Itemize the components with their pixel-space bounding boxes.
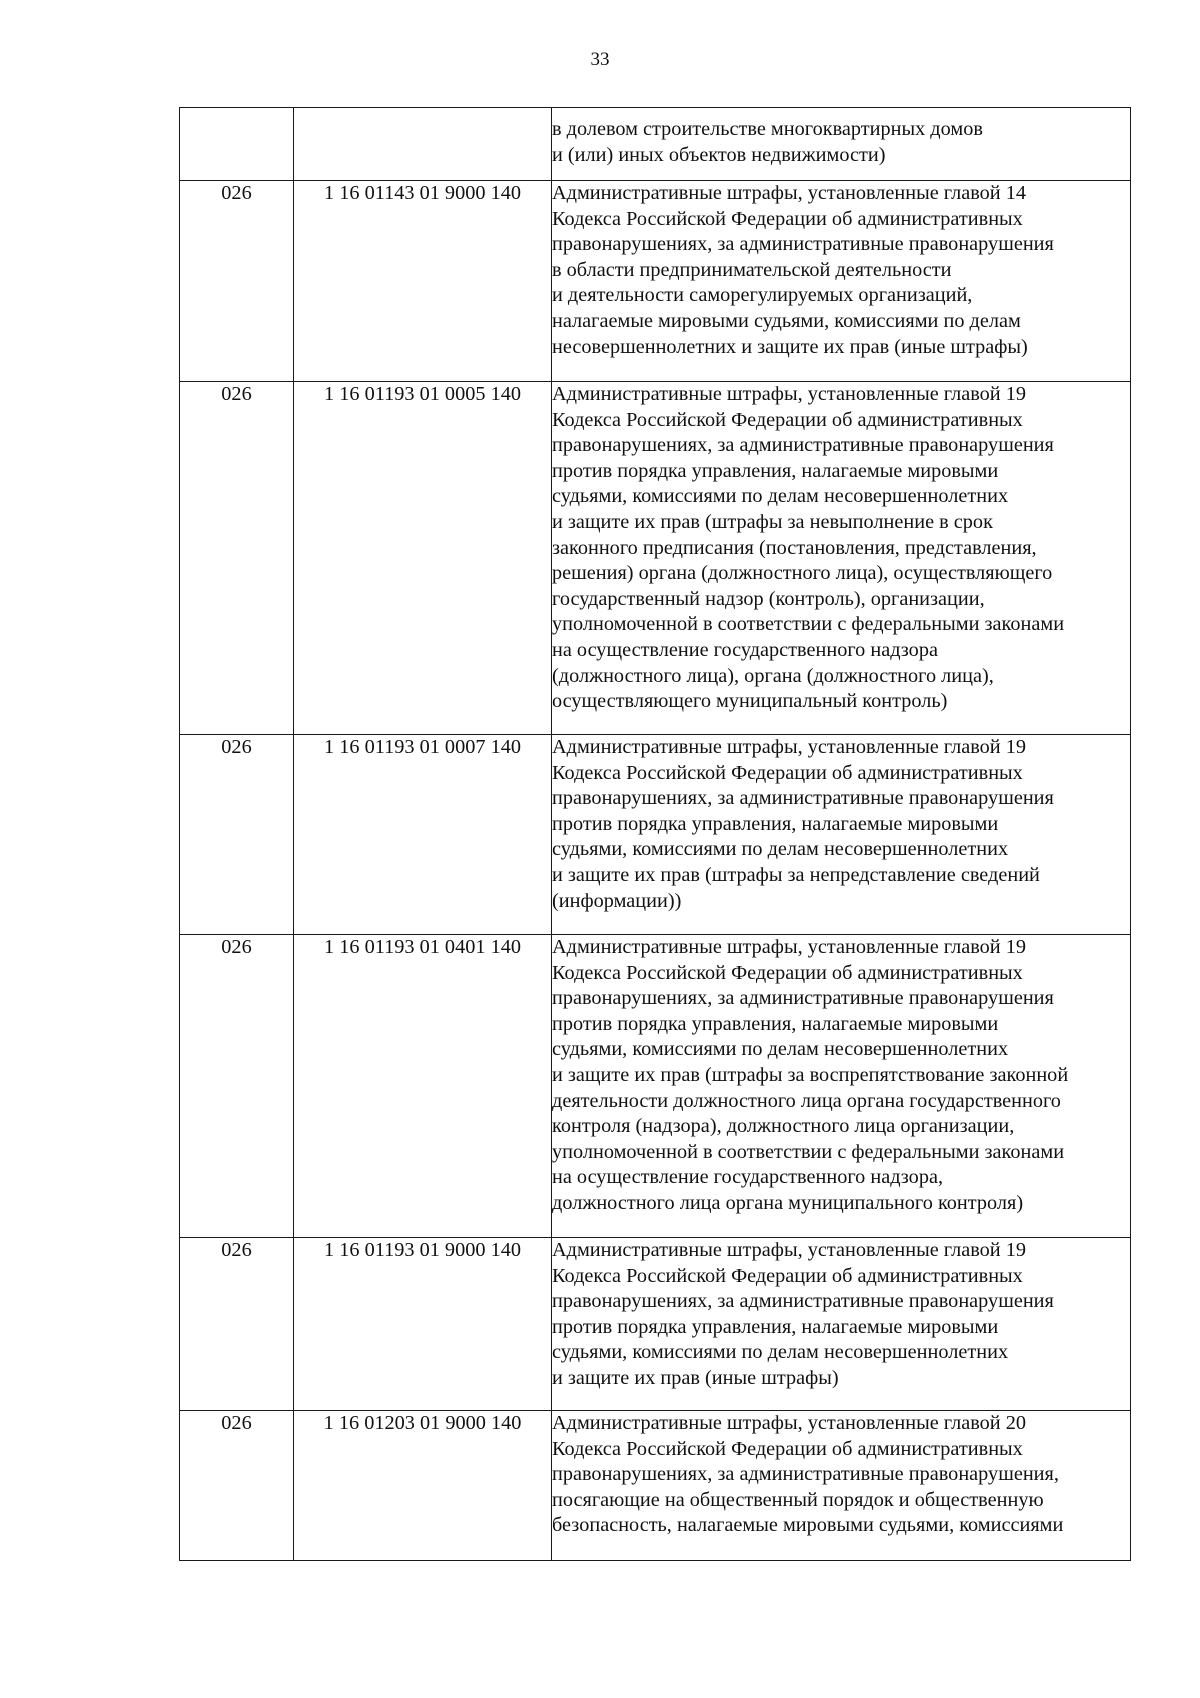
description-cell [552, 382, 1131, 735]
kbk-code-cell [294, 108, 552, 181]
description-line: Административные штрафы, установленные главой 14 [552, 182, 1026, 204]
table-row [180, 935, 1131, 1238]
table-row [180, 1238, 1131, 1411]
description-line: Кодекса Российской Федерации об административных [552, 408, 1023, 431]
kbk-code-cell: 1 16 01203 01 9000 140 [294, 1411, 552, 1561]
description-line: правонарушениях, за административные правонарушения [552, 787, 1054, 810]
admin-code-cell: 026 [180, 935, 294, 1238]
description-line: государственный надзор (контроль), организации, [552, 587, 985, 610]
kbk-code-cell: 1 16 01193 01 0007 140 [294, 735, 552, 935]
description-line: и защите их прав (иные штрафы) [552, 1366, 839, 1389]
description-line: и (или) иных объектов недвижимости) [552, 143, 886, 166]
description-line: судьями, комиссиями по делам несовершеннолетних [552, 1038, 1009, 1061]
admin-code-cell: 026 [180, 1238, 294, 1411]
description-line: правонарушениях, за административные правонарушения [552, 987, 1054, 1010]
description-line: Кодекса Российской Федерации об административных [552, 761, 1023, 784]
description-cell [552, 1411, 1131, 1561]
description-line: деятельности должностного лица органа государственного [552, 1089, 1061, 1112]
description-line: против порядка управления, налагаемые мировыми [552, 812, 999, 835]
admin-code-cell: 026 [180, 1411, 294, 1561]
description-line: правонарушениях, за административные правонарушения [552, 434, 1054, 457]
description-line: Административные штрафы, установленные главой 19 [552, 936, 1026, 958]
description-line: судьями, комиссиями по делам несовершеннолетних [552, 1341, 1009, 1364]
description-line: Административные штрафы, установленные главой 19 [552, 736, 1026, 758]
description-line: судьями, комиссиями по делам несовершеннолетних [552, 485, 1009, 508]
description-line: налагаемые мировыми судьями, комиссиями по делам [552, 309, 1021, 332]
kbk-code-cell: 1 16 01193 01 0005 140 [294, 382, 552, 735]
description-line: уполномоченной в соответствии с федеральными законами [552, 1140, 1065, 1163]
description-line: Кодекса Российской Федерации об административных [552, 207, 1023, 230]
kbk-code-cell: 1 16 01193 01 9000 140 [294, 1238, 552, 1411]
description-line: против порядка управления, налагаемые мировыми [552, 459, 999, 482]
description-line: законного предписания (постановления, представления, [552, 536, 1037, 559]
table-row [180, 1411, 1131, 1561]
description-cell [552, 935, 1131, 1238]
description-line: контроля (надзора), должностного лица организации, [552, 1115, 1015, 1138]
admin-code-cell: 026 [180, 382, 294, 735]
description-cell [552, 1238, 1131, 1411]
description-line: правонарушениях, за административные правонарушения, [552, 1463, 1059, 1486]
description-line: Кодекса Российской Федерации об административных [552, 1264, 1023, 1287]
description-line: на осуществление государственного надзора [552, 638, 938, 661]
description-line: осуществляющего муниципальный контроль) [552, 690, 948, 713]
table-row [180, 108, 1131, 181]
description-line: правонарушениях, за административные правонарушения [552, 1290, 1054, 1313]
description-line: Административные штрафы, установленные главой 20 [552, 1412, 1026, 1434]
kbk-code-cell: 1 16 01143 01 9000 140 [294, 181, 552, 382]
description-line: Кодекса Российской Федерации об административных [552, 961, 1023, 984]
description-line: и защите их прав (штрафы за воспрепятствование законной [552, 1063, 1069, 1086]
description-line: и защите их прав (штрафы за непредставление сведений [552, 863, 1040, 886]
admin-code-cell: 026 [180, 181, 294, 382]
kbk-code-cell: 1 16 01193 01 0401 140 [294, 935, 552, 1238]
description-line: решения) органа (должностного лица), осуществляющего [552, 562, 1053, 585]
description-line: несовершеннолетних и защите их прав (иные штрафы) [552, 335, 1028, 358]
description-cell [552, 735, 1131, 935]
description-line: Административные штрафы, установленные главой 19 [552, 1239, 1026, 1261]
description-line: уполномоченной в соответствии с федеральными законами [552, 613, 1065, 636]
table-row [180, 735, 1131, 935]
admin-code-cell [180, 108, 294, 181]
description-line: (информации)) [552, 889, 682, 912]
description-line: против порядка управления, налагаемые мировыми [552, 1315, 999, 1338]
description-cell [552, 108, 1131, 181]
description-line: и защите их прав (штрафы за невыполнение в срок [552, 510, 993, 533]
admin-code-cell: 026 [180, 735, 294, 935]
description-line: судьями, комиссиями по делам несовершеннолетних [552, 838, 1009, 861]
description-line: Административные штрафы, установленные главой 19 [552, 383, 1026, 405]
description-line: безопасность, налагаемые мировыми судьями, комиссиями [552, 1514, 1064, 1537]
table-row [180, 181, 1131, 382]
description-line: посягающие на общественный порядок и общественную [552, 1488, 1044, 1511]
description-line: против порядка управления, налагаемые мировыми [552, 1012, 999, 1035]
description-line: (должностного лица), органа (должностного лица), [552, 664, 994, 687]
description-line: правонарушениях, за административные правонарушения [552, 233, 1054, 256]
description-line: в области предпринимательской деятельности [552, 258, 952, 281]
description-line: и деятельности саморегулируемых организаций, [552, 284, 973, 307]
description-line: в долевом строительстве многоквартирных домов [552, 118, 983, 140]
page-number: 33 [590, 49, 610, 70]
table-row [180, 382, 1131, 735]
budget-codes-table [179, 107, 1131, 1561]
description-line: Кодекса Российской Федерации об административных [552, 1437, 1023, 1460]
description-line: на осуществление государственного надзора, [552, 1166, 944, 1189]
description-line: должностного лица органа муниципального контроля) [552, 1191, 1024, 1214]
description-cell [552, 181, 1131, 382]
